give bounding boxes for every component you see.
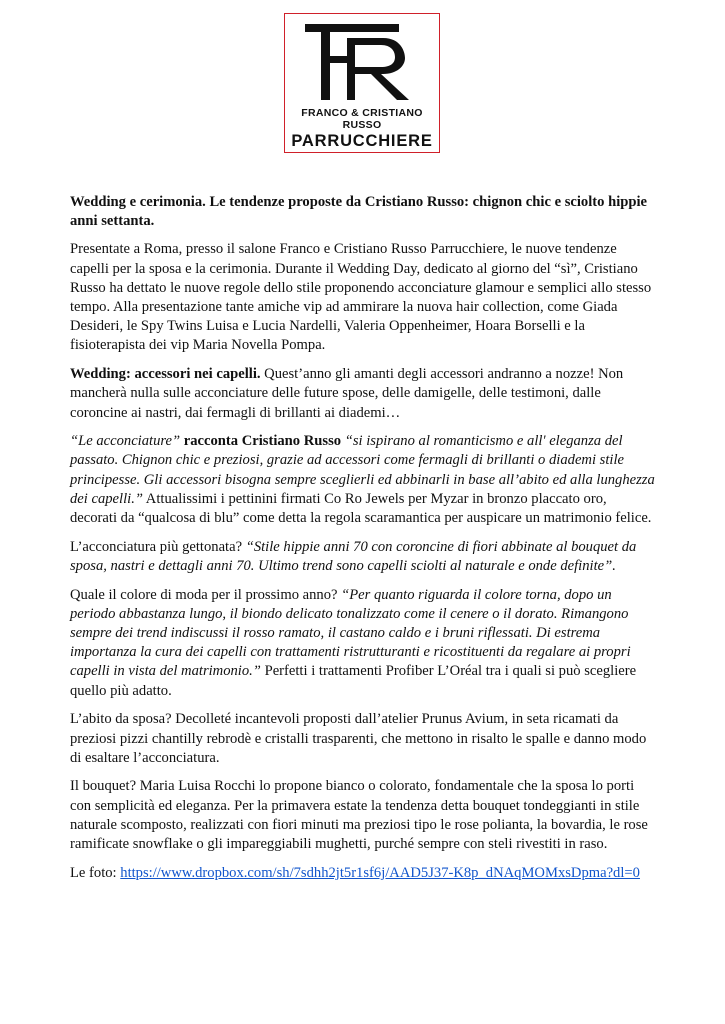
color-text: Perfetti i trattamenti Profiber L’Oréal tra i quali si può scegliere quello più adatto.	[70, 663, 637, 699]
article-body	[70, 193, 656, 893]
paragraph-hairstyles	[70, 432, 656, 528]
brand-logo	[284, 13, 440, 153]
quote-body: “si ispirano al romanticismo e all' eleganza del passato. Chignon chic e preziosi, grazie ad accessori come fermagli di brillanti o diademi stile principesse. Gli accessori bisogna sempre sceglierli ed abbinarli in base all’abito ed alla lunghezza dei capelli.”	[70, 433, 655, 507]
accessories-text: Quest’anno gli amanti degli accessori andranno a nozze! Non mancherà nulla sulle acconciature delle future spose, delle damigelle, delle testimoni, dalle coroncine ai nastri, dai fermagli di brillanti ai diademi…	[70, 366, 624, 421]
quote-open: “Le acconciature”	[70, 433, 181, 450]
photos-link[interactable]: https://www.dropbox.com/sh/7sdhh2jt5r1sf6j/AAD5J37-K8p_dNAqMOMxsDpma?dl=0	[120, 864, 640, 881]
paragraph-photos	[70, 864, 656, 883]
paragraph-bouquet: Il bouquet? Maria Luisa Rocchi lo propone bianco o colorato, fondamentale che la sposa lo porti con semplicità ed eleganza. Per la primavera estate la tendenza detta bouquet tondeggianti in stile naturale scomposto, realizzati con fiori minuti ma preziosi tipo le rose polianta, la bovardia, le rose ramificate snowflake o gli impareggiabili mughetti, purché sempre con steli rivestiti in raso.	[70, 778, 648, 853]
color-question: Quale il colore di moda per il prossimo anno?	[70, 586, 342, 603]
logo-line-3: PARRUCCHIERE	[291, 132, 433, 150]
accessories-heading: Wedding: accessori nei capelli.	[70, 366, 261, 383]
paragraph-dress: L’abito da sposa? Decolleté incantevoli proposti dall’atelier Prunus Avium, in seta ricamati da preziosi pizzi chantilly rebrodè e cristalli trasparenti, che mettono in risalto le spalle e danno modo di esaltare l’acconciatura.	[70, 711, 647, 766]
photos-label: Le foto:	[70, 864, 121, 881]
fr-monogram-icon	[305, 18, 421, 104]
paragraph-accessories	[70, 365, 656, 423]
quote-attribution: racconta Cristiano Russo	[180, 433, 345, 450]
logo-line-2: RUSSO	[342, 119, 382, 131]
article-title: Wedding e cerimonia. Le tendenze proposte da Cristiano Russo: chignon chic e sciolto hippie anni settanta.	[70, 194, 648, 230]
trend-quote: “Stile hippie anni 70 con coroncine di fiori abbinate al bouquet da sposa, nastri e dettagli anni 70. Ultimo trend sono capelli sciolti al naturale e onde definite”.	[70, 538, 637, 574]
color-quote: “Per quanto riguarda il colore torna, dopo un periodo abbastanza lungo, il biondo delicato tonalizzato come il cenere o il dorato. Rimangono sempre dei trend indiscussi il rosso ramato, il castano caldo e i bruni riflessati. Di estrema importanza la cura dei capelli con trattamenti ristrutturanti e ricostituenti da regalare ai propri capelli in vista del matrimonio.”	[70, 586, 631, 680]
hairstyles-text: Attualissimi i pettinini firmati Co Ro Jewels per Myzar in bronzo placcato oro, decorati da “qualcosa di blu” come detta la regola scaramantica per auspicare un matrimonio felice.	[70, 490, 652, 527]
trend-question: L’acconciatura più gettonata?	[70, 538, 246, 555]
paragraph-trend	[70, 538, 656, 576]
logo-line-1: FRANCO & CRISTIANO	[301, 107, 423, 119]
paragraph-intro: Presentate a Roma, presso il salone Franco e Cristiano Russo Parrucchiere, le nuove tendenze capelli per la sposa e la cerimonia. Durante il Wedding Day, dedicato al giorno del “sì”, Cristiano Russo ha dettato le nuove regole dello stile proponendo acconciature glamour e semplici allo stesso tempo. Alla presentazione tante amiche vip ad ammirare la nuova hair collection, come Giada Desideri, le Spy Twins Luisa e Lucia Nardelli, Valeria Oppenheimer, Hoara Borselli e la fisioterapista dei vip Maria Novella Pompa.	[70, 241, 652, 354]
paragraph-color	[70, 586, 656, 701]
